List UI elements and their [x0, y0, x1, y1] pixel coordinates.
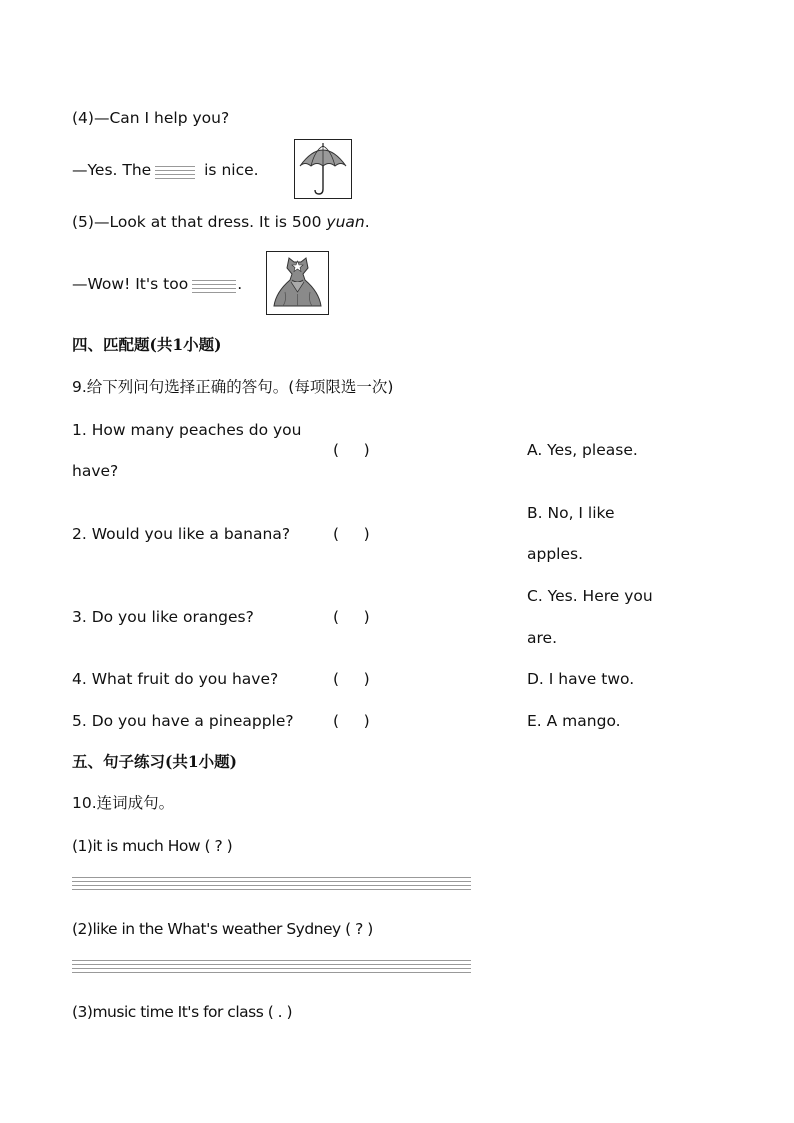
match-answer-e: E. A mango. — [527, 712, 621, 730]
writing-lines-1[interactable] — [72, 877, 471, 893]
answer-paren-3[interactable]: ( ) — [333, 608, 370, 626]
section5-title: 五、句子练习(共1小题) — [72, 752, 237, 771]
match-answer-c-cont: are. — [527, 629, 557, 647]
fill-blank-lines[interactable] — [155, 163, 195, 179]
umbrella-icon — [295, 140, 351, 198]
answer-paren-5[interactable]: ( ) — [333, 712, 370, 730]
match-question-5: 5. Do you have a pineapple? — [72, 712, 294, 730]
sentence-item-2: (2)like in the What's weather Sydney ( ? ) — [72, 920, 373, 938]
sentence-item-3: (3)music time It's for class ( . ) — [72, 1003, 293, 1021]
match-question-4: 4. What fruit do you have? — [72, 670, 279, 688]
q5-line2: —Wow! It's too . — [72, 275, 243, 293]
match-answer-b-cont: apples. — [527, 545, 584, 563]
match-answer-c: C. Yes. Here you — [527, 587, 653, 605]
match-question-2: 2. Would you like a banana? — [72, 525, 291, 543]
umbrella-image — [294, 139, 352, 199]
match-question-1-cont: have? — [72, 462, 119, 480]
q4-line2: —Yes. The is nice. — [72, 161, 259, 179]
match-question-1: 1. How many peaches do you — [72, 421, 302, 439]
match-answer-a: A. Yes, please. — [527, 441, 638, 459]
answer-paren-2[interactable]: ( ) — [333, 525, 370, 543]
section4-title: 四、匹配题(共1小题) — [72, 335, 222, 354]
writing-lines-2[interactable] — [72, 960, 471, 976]
answer-paren-1[interactable]: ( ) — [333, 441, 370, 459]
dress-icon — [267, 252, 328, 314]
match-question-3: 3. Do you like oranges? — [72, 608, 254, 626]
sentence-item-1: (1)it is much How ( ? ) — [72, 837, 233, 855]
fill-blank-lines[interactable] — [192, 277, 236, 293]
q4-line1: (4)—Can I help you? — [72, 109, 230, 127]
answer-paren-4[interactable]: ( ) — [333, 670, 370, 688]
section5-question: 10.连词成句。 — [72, 794, 175, 812]
section4-question: 9.给下列问句选择正确的答句。(每项限选一次) — [72, 378, 394, 396]
dress-image — [266, 251, 329, 315]
match-answer-d: D. I have two. — [527, 670, 635, 688]
q5-line1: (5)—Look at that dress. It is 500 yuan. — [72, 213, 370, 231]
match-answer-b: B. No, I like — [527, 504, 615, 522]
